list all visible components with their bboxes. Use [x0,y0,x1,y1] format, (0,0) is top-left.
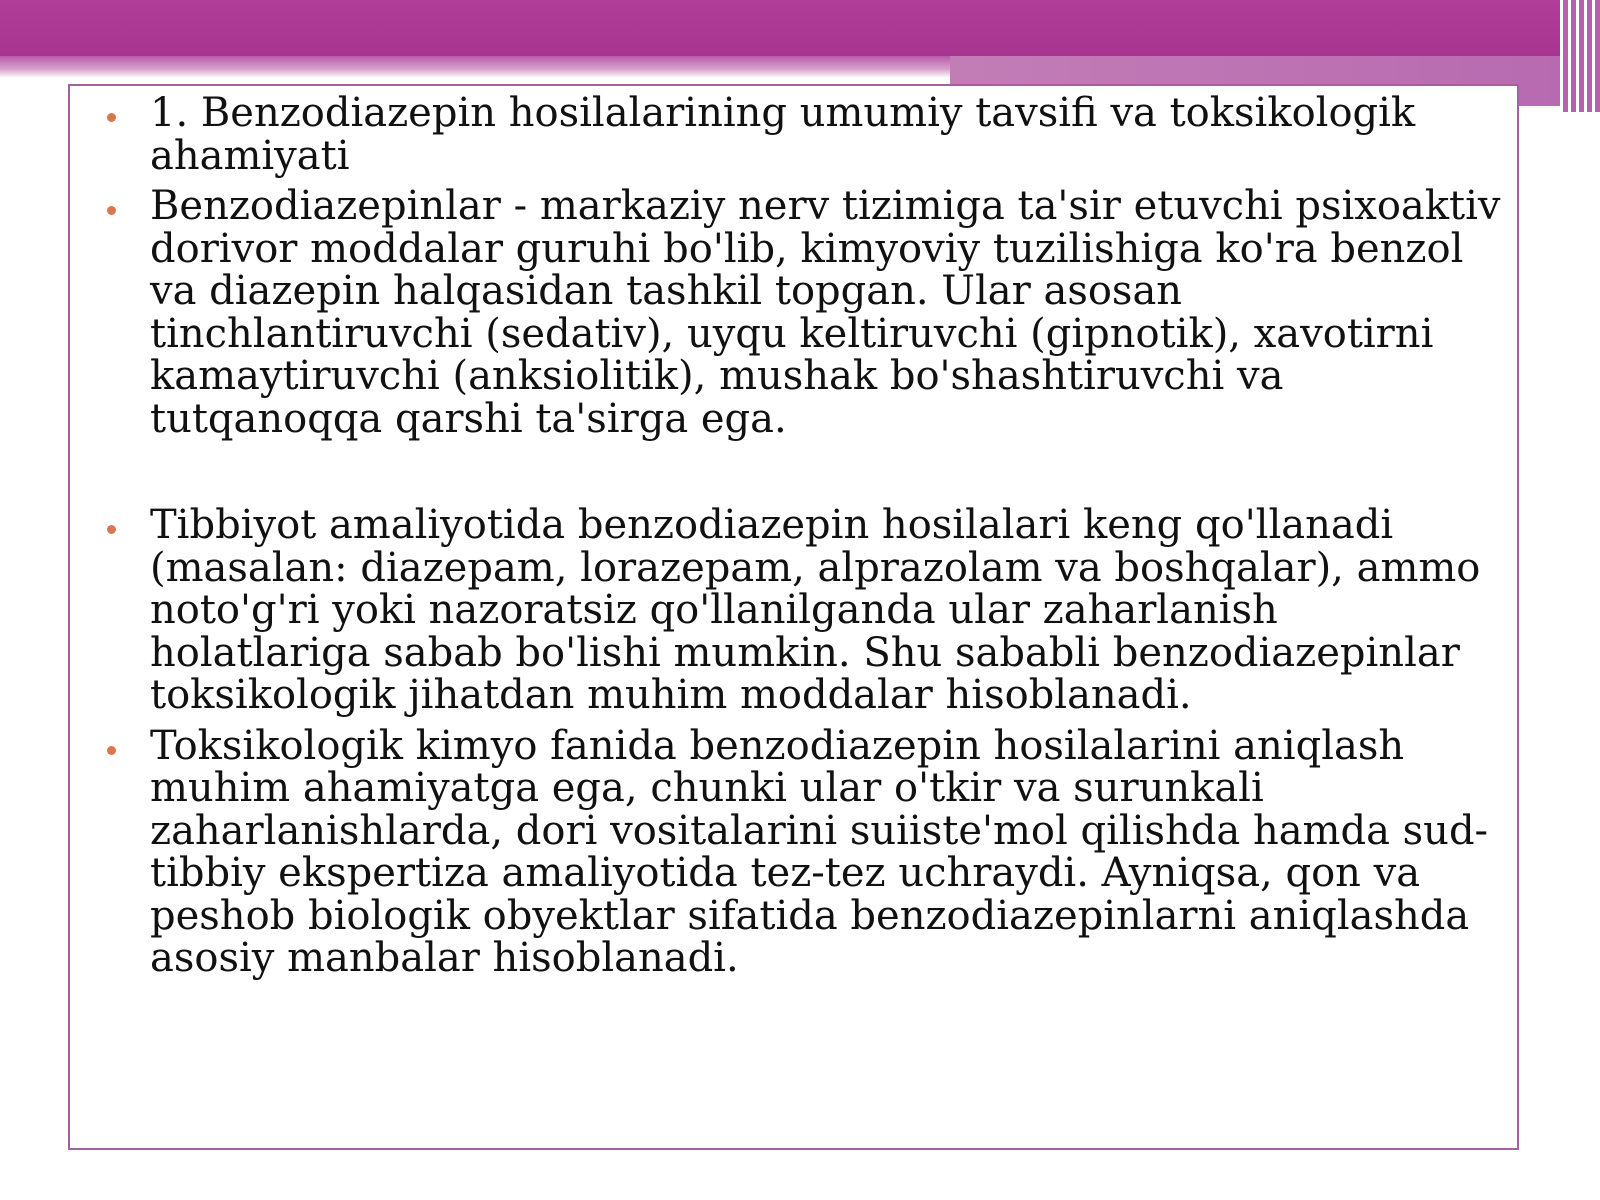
bullet-dot-icon [107,113,116,122]
bullet-item [150,185,1510,440]
bullet-dot-icon [107,206,116,215]
bullet-text: 1. Benzodiazepin hosilalarining umumiy tavsifi va toksikologik ahamiyati [150,90,1416,179]
bullet-dot-icon [107,746,116,755]
decorative-stripes [1560,0,1600,112]
content-frame [68,84,1519,1150]
header-band [0,0,1600,56]
bullet-dot-icon [107,525,116,534]
bullet-item [150,504,1510,717]
bullet-item [150,722,1510,981]
bullet-text: Tibbiyot amaliyotida benzodiazepin hosilalari keng qo'llanadi (masalan: diazepam, lorazepam, alprazolam va boshqalar), ammo noto'g'ri yoki nazoratsiz qo'llanilganda ular zaharlanish holatlariga sabab bo'lishi mumkin. Shu sababli benzodiazepinlar toksikologik jihatdan muhim moddalar hisoblanadi. [150,502,1481,718]
bullet-item [150,92,1510,177]
bullet-text: Toksikologik kimyo fanida benzodiazepin hosilalarini aniqlash muhim ahamiyatga ega, chunki ular o'tkir va surunkali zaharlanishlarda, dori vositalarini suiiste'mol qilishda hamda sud-tibbiy ekspertiza amaliyotida tez-tez uchraydi. Ayniqsa, qon va peshob biologik obyektlar sifatida benzodiazepinlarni aniqlashda asosiy manbalar hisoblanadi. [150,722,1489,981]
bullet-list [150,92,1510,980]
bullet-text: Benzodiazepinlar - markaziy nerv tizimiga ta'sir etuvchi psixoaktiv dorivor moddalar guruhi bo'lib, kimyoviy tuzilishiga ko'ra benzol va diazepin halqasidan tashkil topgan. Ular asosan tinchlantiruvchi (sedativ), uyqu keltiruvchi (gipnotik), xavotirni kamaytiruvchi (anksiolitik), mushak bo'shashtiruvchi va tutqanoqqa qarshi ta'sirga ega. [150,183,1501,442]
